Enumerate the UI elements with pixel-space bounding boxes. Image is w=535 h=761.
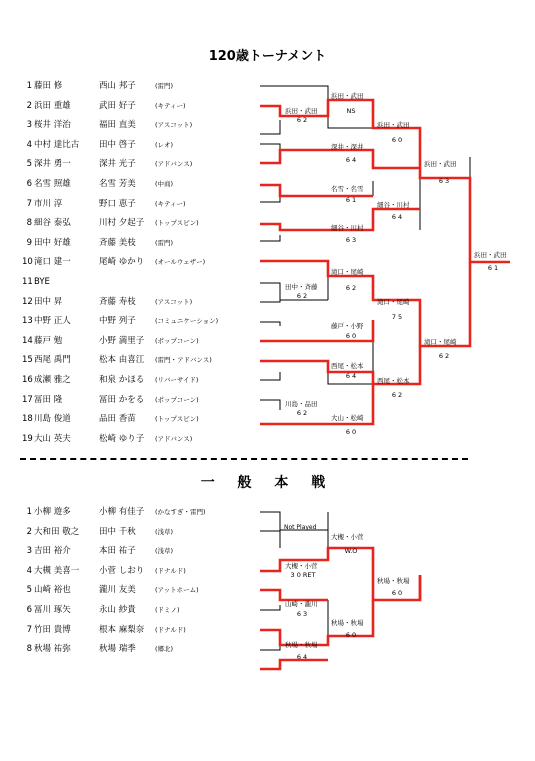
result-label: 大槻・小菅 xyxy=(285,562,318,570)
result-label: 田中・斉藤 xyxy=(285,283,318,291)
player-p2: 小柳 有佳子 xyxy=(99,507,145,517)
player-p2: 武田 好子 xyxy=(99,100,136,111)
player-club: (雷門) xyxy=(155,82,174,90)
player-num: 6 xyxy=(26,179,32,189)
player-p2: 福田 直美 xyxy=(99,120,136,131)
result-score: 6 4 xyxy=(296,653,308,661)
player-num: 3 xyxy=(26,546,32,557)
result-label: 浜田・武田 xyxy=(377,121,410,129)
player-p2: 松本 由喜江 xyxy=(99,355,145,366)
result-label: 浜田・武田 xyxy=(285,107,318,115)
player-num: 1 xyxy=(26,81,32,91)
player-p1: 川島 俊道 xyxy=(34,414,71,425)
player-p1: 大和田 敬之 xyxy=(34,526,80,537)
player-p1: 秋場 祐弥 xyxy=(34,644,71,655)
result-score: 6 0 xyxy=(345,631,357,639)
player-club: (リバーサイド) xyxy=(155,376,199,384)
player-p1: 名雪 照雄 xyxy=(34,179,71,189)
result-label: 秋場・秋場 xyxy=(285,641,318,649)
result-score: 6 4 xyxy=(391,213,403,221)
player-p1: BYE xyxy=(34,277,50,287)
player-num: 18 xyxy=(22,414,33,425)
result-score: 6 2 xyxy=(296,116,308,124)
player-p2: 本田 祐子 xyxy=(99,546,136,557)
result-label: 浜田・武田 xyxy=(424,160,457,168)
player-num: 12 xyxy=(22,296,33,307)
player-num: 19 xyxy=(22,433,33,444)
result-score: 6 0 xyxy=(345,332,357,340)
player-p2: 小菅 しおり xyxy=(99,565,145,576)
result-score: 6 2 xyxy=(345,284,357,292)
result-score: NS xyxy=(346,107,356,115)
player-p1: 田中 好雄 xyxy=(34,237,71,248)
player-club: (かなすぎ・雷門) xyxy=(155,508,206,516)
player-club: (アスコット) xyxy=(155,121,193,130)
player-club: (レオ) xyxy=(155,140,174,149)
player-num: 8 xyxy=(26,644,32,655)
result-score: 3 0 RET xyxy=(290,571,316,579)
player-club: (ポップコーン) xyxy=(155,336,199,345)
result-score: 6 2 xyxy=(391,391,403,399)
result-label: 滝口・尾崎 xyxy=(377,298,410,306)
result-label: 浜田・武田 xyxy=(474,251,507,259)
player-p2: 秋場 瑞季 xyxy=(99,644,136,655)
player-p1: 小柳 遊多 xyxy=(34,507,71,517)
player-p2: 西山 邦子 xyxy=(99,81,136,91)
player-num: 16 xyxy=(22,375,33,385)
player-club: (コミュニケーション) xyxy=(155,317,219,326)
player-p2: 斉藤 美枝 xyxy=(99,237,136,248)
player-num: 7 xyxy=(26,198,32,209)
result-score: 6 0 xyxy=(345,428,357,436)
player-num: 3 xyxy=(26,120,32,131)
page-title: 120歳トーナメント xyxy=(208,49,327,64)
player-num: 14 xyxy=(22,335,33,346)
player-num: 7 xyxy=(26,624,32,635)
result-score: 6 4 xyxy=(345,372,357,380)
result-score: 6 3 xyxy=(438,177,450,185)
player-num: 10 xyxy=(22,257,33,268)
player-num: 15 xyxy=(22,355,33,366)
player-p1: 田中 昇 xyxy=(34,296,63,307)
player-num: 1 xyxy=(26,507,32,517)
player-p2: 根本 麻梨奈 xyxy=(99,624,145,635)
player-p2: 松崎 ゆり子 xyxy=(99,433,145,444)
result-score: 6 1 xyxy=(487,264,499,272)
player-club: (アットホーム) xyxy=(155,586,199,595)
player-p2: 品田 香苗 xyxy=(99,414,136,425)
result-label: 藤戸・小野 xyxy=(331,322,364,330)
player-p2: 田中 千秋 xyxy=(99,526,136,537)
player-num: 13 xyxy=(22,316,33,327)
result-score: 6 2 xyxy=(296,409,308,417)
result-score: 6 0 xyxy=(391,136,403,144)
result-label: 浜田・武田 xyxy=(331,92,364,100)
player-num: 4 xyxy=(26,139,32,150)
player-club: (キティー) xyxy=(155,199,186,208)
player-club: (アドバンス) xyxy=(155,160,193,169)
result-label: 滝口・尾崎 xyxy=(331,268,364,276)
result-score: 6 3 xyxy=(345,236,357,244)
player-p1: 藤戸 勉 xyxy=(34,335,63,346)
player-p1: 藤田 修 xyxy=(34,81,63,91)
result-label: 山崎・瀧川 xyxy=(285,600,318,608)
player-club: (浅草) xyxy=(155,547,174,556)
player-club: (トップスピン) xyxy=(155,219,199,228)
player-num: 6 xyxy=(26,605,32,615)
player-num: 9 xyxy=(26,237,32,248)
result-score: 6 4 xyxy=(345,156,357,164)
player-p1: 桜井 洋治 xyxy=(34,120,71,131)
player-club: (ポップコーン) xyxy=(155,395,199,404)
player-p1: 滝口 建一 xyxy=(34,257,71,268)
player-club: (オールウェザー) xyxy=(155,258,206,267)
section-title: 一 般 本 戦 xyxy=(200,475,335,491)
result-label: 西尾・松本 xyxy=(331,362,364,370)
result-label: 秋場・秋場 xyxy=(377,577,410,585)
player-p1: 冨川 琢矢 xyxy=(34,605,71,615)
player-club: (キティー) xyxy=(155,101,186,110)
player-p2: 川村 夕起子 xyxy=(99,218,145,229)
player-num: 5 xyxy=(26,159,32,170)
player-p1: 竹田 貴博 xyxy=(34,624,71,635)
player-num: 17 xyxy=(22,394,33,405)
player-p2: 斉藤 寿枝 xyxy=(99,296,136,307)
player-club: (トップスピン) xyxy=(155,415,199,424)
player-p2: 尾崎 ゆかり xyxy=(99,257,145,268)
player-p1: 西尾 禹門 xyxy=(34,355,71,366)
result-score: 6 3 xyxy=(296,610,308,618)
player-num: 2 xyxy=(26,100,32,111)
result-label: 深井・深井 xyxy=(331,143,364,151)
player-club: (雷門・アドバンス) xyxy=(155,356,212,365)
result-score: 6 2 xyxy=(438,352,450,360)
result-score: 6 1 xyxy=(345,196,357,204)
player-club: (浅草) xyxy=(155,527,174,536)
player-p1: 中野 正人 xyxy=(34,316,71,327)
result-label: 大山・松崎 xyxy=(331,414,364,422)
player-p1: 成瀬 雅之 xyxy=(34,375,71,385)
result-score: 6 0 xyxy=(391,589,403,597)
result-label: 名雪・名雪 xyxy=(331,185,364,193)
player-p2: 名雪 芳美 xyxy=(99,179,136,189)
result-label: 大槻・小菅 xyxy=(331,533,364,541)
player-club: (ドナルド) xyxy=(155,566,186,575)
result-label: 滝口・尾崎 xyxy=(424,338,457,346)
player-club: (郷北) xyxy=(155,645,174,654)
player-club: (ドミノ) xyxy=(155,606,180,614)
player-club: (中商) xyxy=(155,180,174,188)
player-p1: 冨田 隆 xyxy=(34,394,63,405)
player-p1: 吉田 裕介 xyxy=(34,546,71,557)
result-label: 秋場・秋場 xyxy=(331,619,364,627)
player-num: 4 xyxy=(26,565,32,576)
result-score: 7 5 xyxy=(391,313,403,321)
result-label: 細谷・川村 xyxy=(377,201,410,209)
player-num: 8 xyxy=(26,218,32,229)
player-p1: 大山 英夫 xyxy=(34,433,71,444)
player-num: 11 xyxy=(22,277,33,287)
player-club: (アスコット) xyxy=(155,297,193,306)
player-club: (アドバンス) xyxy=(155,434,193,443)
player-p1: 山崎 裕也 xyxy=(34,585,71,596)
player-club: (雷門) xyxy=(155,238,174,247)
player-club: (ドナルド) xyxy=(155,625,186,634)
player-p1: 中村 達比古 xyxy=(34,139,80,150)
player-p2: 中野 列子 xyxy=(99,316,136,327)
player-p2: 小野 満里子 xyxy=(99,335,145,346)
player-p1: 浜田 重雄 xyxy=(34,100,71,111)
player-p1: 市川 淳 xyxy=(34,198,63,209)
result-label: Not Played xyxy=(284,524,317,531)
player-num: 2 xyxy=(26,526,32,537)
player-p2: 田中 啓子 xyxy=(99,139,136,150)
result-label: 細谷・川村 xyxy=(331,224,364,232)
player-p1: 大槻 美喜一 xyxy=(34,565,80,576)
player-p2: 冨田 かをる xyxy=(99,394,145,405)
player-p1: 深井 勇一 xyxy=(34,159,71,170)
player-p2: 瀧川 友美 xyxy=(99,585,136,596)
result-score: 6 2 xyxy=(296,292,308,300)
player-p2: 深井 光子 xyxy=(99,159,136,170)
player-p1: 細谷 泰弘 xyxy=(34,218,71,229)
result-label: 西尾・松本 xyxy=(377,377,410,385)
result-label: 川島・品田 xyxy=(285,400,318,408)
player-p2: 和泉 かほる xyxy=(99,375,145,385)
result-score: W.O xyxy=(344,547,358,555)
player-num: 5 xyxy=(26,585,32,596)
player-p2: 永山 紗貴 xyxy=(99,605,136,615)
player-p2: 野口 恵子 xyxy=(99,198,136,209)
